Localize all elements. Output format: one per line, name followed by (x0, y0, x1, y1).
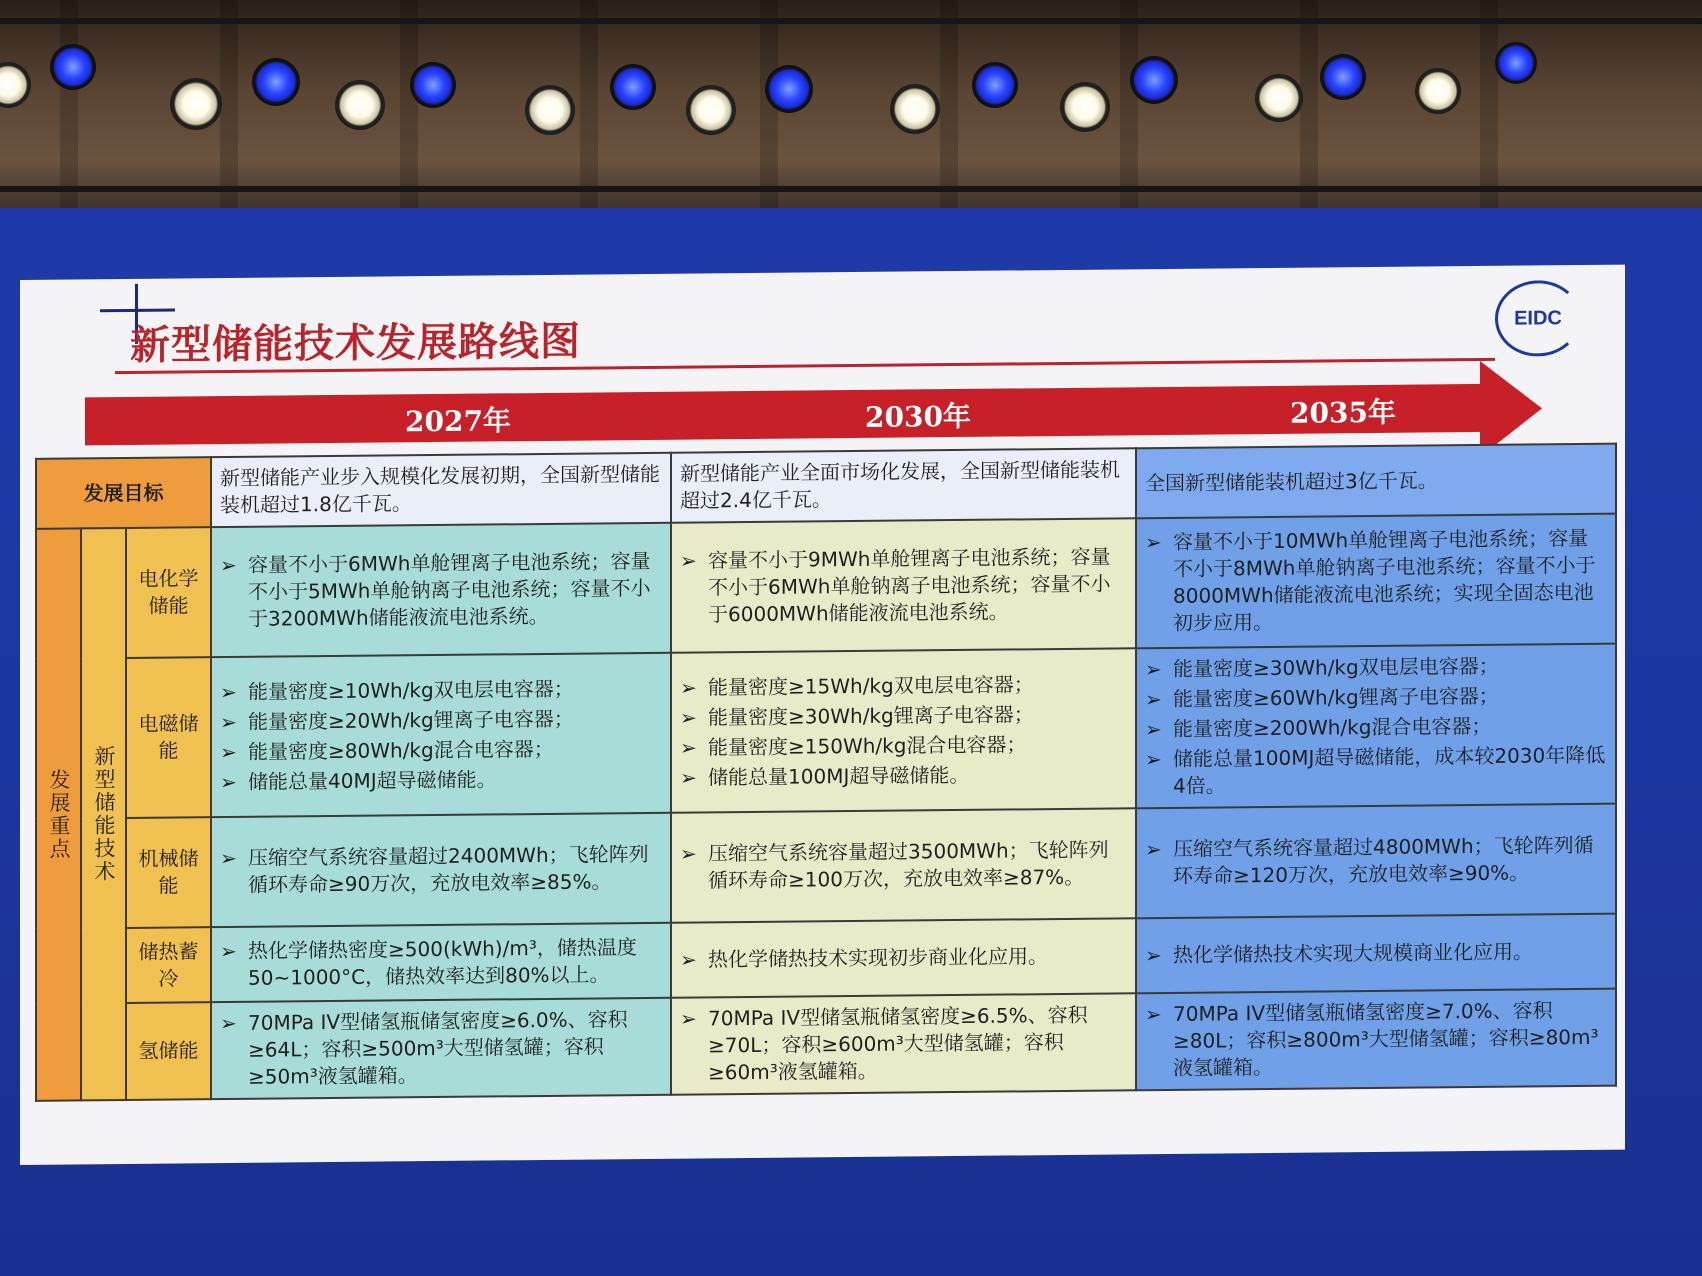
bullet-arrow-icon: ➢ (680, 705, 697, 730)
goal-2035: 全国新型储能装机超过3亿千瓦。 (1136, 444, 1616, 519)
year-label-2035: 2035年 (1290, 395, 1396, 430)
cell-2030 (671, 918, 1136, 997)
list-item-text: 70MPa IV型储氢瓶储氢密度≥7.0%、容积≥80L；容积≥800m³大型储氢罐；容积≥80m³液氢罐箱。 (1173, 998, 1599, 1080)
bullet-arrow-icon: ➢ (1145, 687, 1162, 712)
list-item-text: 能量密度≥80Wh/kg混合电容器； (248, 736, 554, 764)
table-row (36, 989, 1616, 1101)
list-item (220, 841, 662, 899)
goal-label: 发展目标 (36, 457, 211, 529)
stage-light-blue-icon (1130, 56, 1178, 104)
year-label-2030: 2030年 (865, 399, 971, 434)
list-item (680, 700, 1127, 731)
table-row (36, 804, 1616, 929)
list-item-text: 容量不小于6MWh单舱锂离子电池系统；容量不小于5MWh单舱钠离子电池系统；容量不小于3200MWh储能液流电池系统。 (248, 548, 651, 631)
bullet-arrow-icon: ➢ (680, 947, 697, 972)
cell-2030 (671, 993, 1136, 1094)
list-item-text: 热化学储热技术实现大规模商业化应用。 (1173, 939, 1534, 967)
cell-2027 (211, 813, 671, 927)
list-item-text: 容量不小于9MWh单舱锂离子电池系统；容量不小于6MWh单舱钠离子电池系统；容量不小于6000MWh储能液流电池系统。 (708, 544, 1111, 626)
list-item (220, 933, 662, 991)
stage-light-white-icon (335, 80, 385, 130)
curtain-fold (400, 0, 418, 230)
list-item (680, 760, 1127, 791)
bullet-arrow-icon: ➢ (1145, 747, 1162, 772)
bullet-arrow-icon: ➢ (220, 739, 237, 764)
timeline-arrow (85, 384, 1485, 445)
list-item (1145, 832, 1607, 890)
cell-2035 (1136, 644, 1616, 809)
bullet-arrow-icon: ➢ (680, 675, 697, 700)
list-item-text: 热化学储热密度≥500(kWh)/m³，储热温度50~1000°C，储热效率达到80%以上。 (248, 934, 637, 990)
list-item (680, 942, 1127, 973)
stage-light-blue-icon (972, 62, 1018, 108)
table-row (36, 514, 1616, 659)
bullet-arrow-icon: ➢ (680, 841, 697, 866)
curtain-fold (760, 0, 778, 230)
curtain-fold (940, 0, 958, 230)
stage-light-white-icon (1415, 68, 1461, 114)
list-item (220, 674, 662, 705)
curtain-fold (1300, 0, 1318, 230)
cell-2030 (671, 648, 1136, 812)
slide (20, 265, 1625, 1165)
category-label: 电磁储能 (126, 657, 211, 818)
curtain-fold (220, 0, 238, 230)
bullet-arrow-icon: ➢ (1145, 837, 1162, 862)
stage-light-white-icon (1255, 74, 1303, 122)
roadmap-table (35, 443, 1617, 1102)
category-label: 机械储能 (126, 817, 211, 928)
bullet-arrow-icon: ➢ (220, 845, 237, 871)
list-item-text: 压缩空气系统容量超过4800MWh；飞轮阵列循环寿命≥120万次，充放电效率≥90%。 (1173, 832, 1594, 888)
curtain-fold (1480, 0, 1498, 230)
list-item-text: 储能总量40MJ超导磁储能。 (248, 766, 497, 794)
list-item-text: 能量密度≥30Wh/kg锂离子电容器； (708, 701, 1034, 729)
stage-light-blue-icon (410, 62, 456, 108)
list-item-text: 压缩空气系统容量超过3500MWh；飞轮阵列循环寿命≥100万次，充放电效率≥87%。 (708, 837, 1109, 893)
list-item-text: 70MPa IV型储氢瓶储氢密度≥6.5%、容积≥70L；容积≥600m³大型储氢罐；容积≥60m³液氢罐箱。 (708, 1002, 1088, 1085)
list-item-text: 能量密度≥30Wh/kg双电层电容器； (1173, 653, 1499, 681)
cell-2027 (211, 523, 671, 657)
stage-light-white-icon (170, 78, 222, 130)
stage-light-white-icon (890, 84, 940, 134)
list-item (1145, 682, 1607, 713)
tech-label (81, 528, 126, 1100)
stage-background (0, 0, 1702, 230)
curtain-fold (1120, 0, 1138, 230)
stage-light-blue-icon (765, 65, 813, 113)
bullet-arrow-icon: ➢ (680, 765, 697, 790)
slide-title: 新型储能技术发展路线图 (130, 318, 581, 369)
bullet-arrow-icon: ➢ (220, 769, 237, 794)
lighting-truss (0, 18, 1702, 24)
list-item (680, 836, 1127, 894)
list-item (220, 704, 662, 735)
list-item-text: 压缩空气系统容量超过2400MWh；飞轮阵列循环寿命≥90万次，充放电效率≥85%。 (248, 841, 649, 897)
focus-label-text: 发展重点 (47, 768, 71, 861)
list-item (1145, 742, 1607, 800)
list-item-text: 能量密度≥150Wh/kg混合电容器； (708, 731, 1027, 759)
bullet-arrow-icon: ➢ (680, 548, 697, 573)
list-item (220, 764, 662, 795)
list-item (1145, 652, 1607, 683)
category-label: 储热蓄冷 (126, 927, 211, 1003)
focus-label (36, 528, 81, 1100)
list-item-text: 能量密度≥200Wh/kg混合电容器； (1173, 713, 1492, 741)
stage-light-blue-icon (252, 58, 300, 106)
cell-2030 (671, 518, 1136, 652)
stage-light-white-icon (0, 62, 31, 108)
table-row (36, 644, 1616, 819)
list-item (1145, 997, 1607, 1082)
list-item-text: 能量密度≥20Wh/kg锂离子电容器； (248, 706, 574, 734)
bullet-arrow-icon: ➢ (1145, 943, 1162, 968)
bullet-arrow-icon: ➢ (1145, 657, 1162, 682)
cell-2035 (1136, 989, 1616, 1091)
curtain-fold (60, 0, 78, 230)
bullet-arrow-icon: ➢ (220, 1010, 237, 1036)
list-item (1145, 712, 1607, 743)
tech-label-text: 新型储能技术 (92, 745, 116, 884)
stage-light-blue-icon (610, 64, 656, 110)
cell-2027 (211, 923, 671, 1002)
stage-light-blue-icon (1495, 42, 1537, 84)
bullet-arrow-icon: ➢ (1145, 530, 1162, 555)
list-item (220, 547, 662, 632)
category-label: 氢储能 (126, 1002, 211, 1100)
stage-light-blue-icon (50, 44, 96, 90)
bullet-arrow-icon: ➢ (220, 679, 237, 704)
list-item-text: 70MPa IV型储氢瓶储氢密度≥6.0%、容积≥64L；容积≥500m³大型储氢罐；容积≥50m³液氢罐箱。 (248, 1007, 628, 1089)
cell-2035 (1136, 914, 1616, 994)
category-label: 电化学储能 (126, 527, 211, 658)
list-item-text: 储能总量100MJ超导磁储能。 (708, 762, 970, 789)
lighting-truss (0, 186, 1702, 192)
list-item (680, 1001, 1127, 1086)
stage-light-blue-icon (1320, 54, 1366, 100)
list-item (680, 730, 1127, 761)
list-item (220, 1006, 662, 1091)
list-item (680, 543, 1127, 628)
goal-2027: 新型储能产业步入规模化发展初期，全国新型储能装机超过1.8亿千瓦。 (211, 453, 671, 527)
bullet-arrow-icon: ➢ (220, 552, 237, 577)
list-item-text: 能量密度≥15Wh/kg双电层电容器； (708, 671, 1034, 699)
list-item-text: 能量密度≥10Wh/kg双电层电容器； (248, 676, 574, 704)
stage-light-white-icon (686, 85, 736, 135)
bullet-arrow-icon: ➢ (680, 735, 697, 760)
year-label-2027: 2027年 (405, 404, 511, 439)
goal-2030: 新型储能产业全面市场化发展，全国新型储能装机超过2.4亿千瓦。 (671, 448, 1136, 522)
cell-2027 (211, 653, 671, 817)
curtain-fold (580, 0, 598, 230)
list-item-text: 容量不小于10MWh单舱锂离子电池系统；容量不小于8MWh单舱钠离子电池系统；容量不小于8000MWh储能液流电池系统；实现全固态电池初步应用。 (1173, 525, 1596, 635)
list-item-text: 能量密度≥60Wh/kg锂离子电容器； (1173, 683, 1499, 711)
eidc-logo: EIDC (1495, 280, 1581, 357)
cell-2035 (1136, 804, 1616, 919)
bullet-arrow-icon: ➢ (680, 1006, 697, 1031)
list-item (220, 734, 662, 765)
bullet-arrow-icon: ➢ (1145, 1002, 1162, 1027)
list-item (680, 670, 1127, 701)
stage-light-white-icon (1060, 82, 1110, 132)
cell-2035 (1136, 514, 1616, 649)
cell-2027 (211, 998, 671, 1099)
list-item-text: 热化学储热技术实现初步商业化应用。 (708, 944, 1049, 972)
list-item (1145, 938, 1607, 969)
bullet-arrow-icon: ➢ (1145, 717, 1162, 742)
bullet-arrow-icon: ➢ (220, 709, 237, 734)
list-item-text: 储能总量100MJ超导磁储能，成本较2030年降低4倍。 (1173, 742, 1606, 798)
cell-2030 (671, 808, 1136, 922)
stage-light-white-icon (525, 85, 575, 135)
list-item (1145, 525, 1607, 637)
bullet-arrow-icon: ➢ (220, 938, 237, 963)
